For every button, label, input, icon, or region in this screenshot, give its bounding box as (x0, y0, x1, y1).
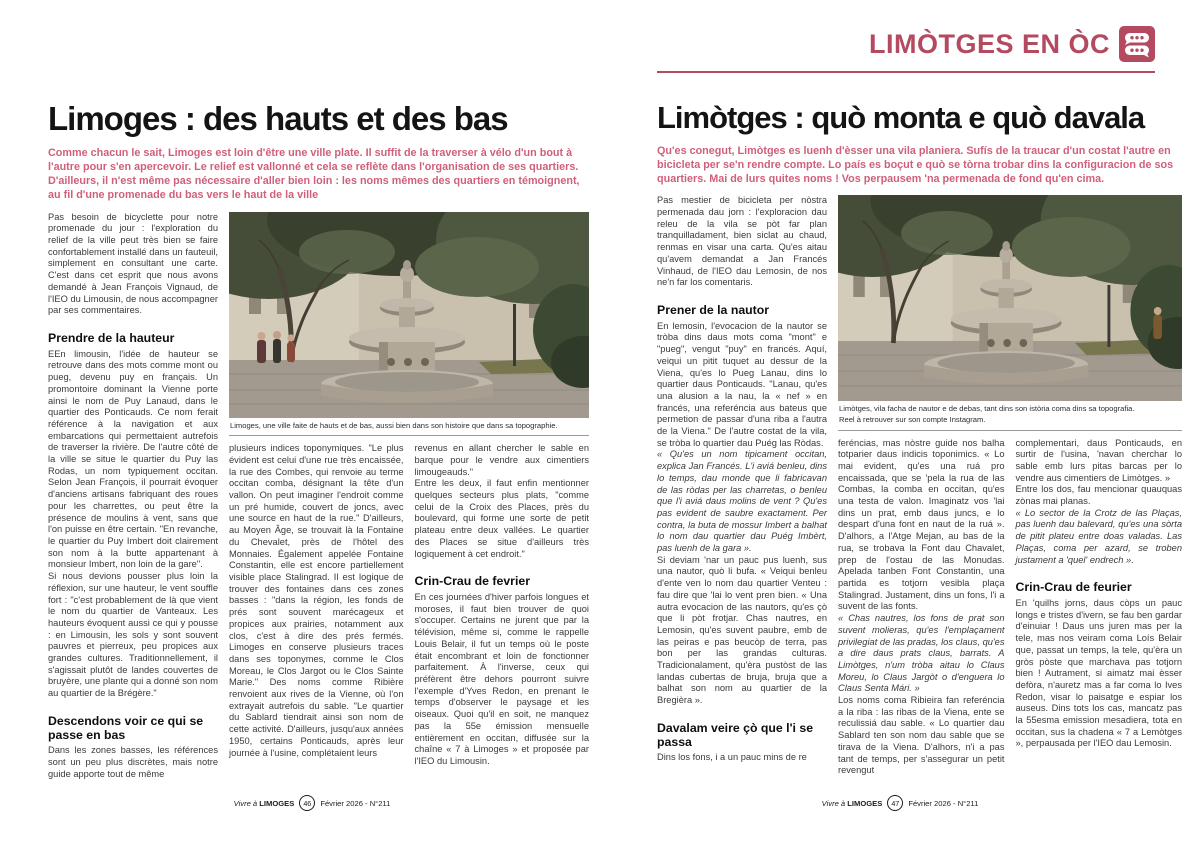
body-paragraph: Pas mestier de bicicleta per nòstra permenada dau jorn : l'exploracion dau releu de la vila se pòt far plan tranquilladament, bien siclat au chaud, renmas en visar una carta. Qu'es aitau qu'avem demandat a Jan Francés Vinhaud, de l'IEO dau Lemosin, de nos ne'n far los comentaris. (657, 195, 827, 288)
body-paragraph: Si nous devions pousser plus loin la réflexion, sur une hauteur, le vent souffle fort : "c'est probablement de là que vient le nom du quartier de Vanteaux. Les hauteurs évoquent aussi ce qui y pousse : en Limousin, les sols y sont souvent pauvres et pierreux, peu propices aux grandes cultures. Traditionnellement, il s'agissait plutôt de landes couvertes de bruyère, une plante qui a donné son nom au quartier de la Brégère." (48, 571, 218, 699)
body-paragraph: complementari, daus Ponticauds, en surtir de l'usina, 'navan cherchar lo sable emb lurs pitas barcas per lo vendre aus cimentiers de Limòtges. » (1015, 437, 1182, 483)
body-paragraph: Si deviam 'nar un pauc pus luenh, sus una nautor, quò li bufa. « Veiqui benleu d'ente ven lo nom dau quartier Venteu : fau dire que 'lai lo vent pren bien. « Una autra evocacion de las nautors, qu'es çò que li pòt frotjar. Chas nautres, en Lemosin, qu'es suvent paubre, emb de las peiras e pas beucòp de terra, pas bon per las grandas culturas. Tradicionalament, qu'èra pustòst de las landas cubertas de bruja, bruja que a balhat son nom au quartier de la Bregièra ». (657, 554, 827, 706)
photo-caption-line2: Reel à retrouver sur son compte Instagram. (839, 414, 986, 424)
body-paragraph: EEn limousin, l'idée de hauteur se retrouve dans des mots comme mont ou pueg, devenu puy en français. Un promontoire dominant la Vienne porte ainsi le nom de Puy Lanaud, dans le quartier des Ponticauds. Ce nom ferait référence à la navigation et aux embarcations qui permettaient autrefois de traverser la rivière. De l'autre côté de la ville se situe le quartier du Puy las Rodas, un nom typiquement occitan. Selon Jean François, il pourrait évoquer d'anciens artisans fabriquant des roues pour les charrettes, ou peut être la présence de moulins à vent, sans que l'on puisse en être certain. "En revanche, le quartier du Puy Imbert doit clairement son nom à la butte appartenant à monsieur Imbert, non loin de la gare". (48, 348, 218, 570)
column-1 (657, 195, 827, 777)
magazine-section-header (657, 26, 1155, 62)
footer-left (212, 795, 412, 811)
chat-bubbles-icon (1119, 26, 1155, 62)
article-intro-occitan: Qu'es conegut, Limòtges es luenh d'èsser una vila planiera. Sufís de la traucar d'un costat l'autre en bicicleta per se'n rendre compte. Lo país es boçut e quò se tòrna trobar dins la configuracion de sos quartiers. Mai de lurs quites noms ! Vos perpausem 'na permenada de fond qu'en cima. (657, 144, 1174, 186)
section-subhead: Prendre de la hauteur (48, 330, 175, 345)
column-2 (229, 443, 404, 767)
section-subhead: Crin-Crau de fevrier (414, 574, 530, 589)
article-title-french: Limoges : des hauts et des bas (48, 100, 508, 137)
column-3 (1016, 438, 1183, 777)
fountain-photo (229, 212, 589, 418)
page-right (657, 102, 1182, 777)
body-paragraph: feréncias, mas nòstre guide nos balha totparier daus indicis toponimics. « Lo mai evident, qu'es una ruá pro encaissada, que se 'pela la rua de las Combas, la comba en occitan, qu'es una testa de valon. Imaginatz vos 'lai dins un prat, emb daus juncs, e lo despart d'una font en naut de la ruá ». D'alhors, a l'Atge Mejan, au bas de la rua, se trobava la Font dau Chavalet, prep de l'ostau de las Monudas. Apelada tanben Font Constantin, una partida es totjorn vesibla plaça Stalingrad. Justament, dins un fons, l'i a suvent de las fonts. (838, 437, 1005, 612)
magazine-name: Vivre à LIMOGES (233, 798, 295, 808)
photo-caption (838, 401, 1182, 430)
issue-date: Février 2026 - N°211 (908, 798, 979, 808)
body-paragraph: Dans les zones basses, les références sont un peu plus discrètes, mais notre guide apporte tout de même (48, 745, 218, 779)
article-title-occitan: Limòtges : quò monta e quò davala (657, 100, 1145, 135)
body-paragraph: Entre les deux, il faut enfin mentionner quelques secteurs plus plats, "comme celui de la Croix des Places, près du boulevard, qui forme une sorte de petit plateau entre deux vallées. Le quartier des Places se situe d'ailleurs très logiquement à cet endroit." (414, 478, 589, 559)
body-paragraph: Los noms coma Ribieira fan referéncia a la riba : las ribas de la Viena, ente se reculissiá dau sable. « Lo quartier dau Sablard ten son nom dau sable que se tirava de la Viena. D'alhors, n'i a pas tant de temps, per s'assegurar un petit revengut (838, 695, 1005, 776)
magazine-name: Vivre à LIMOGES (821, 798, 883, 808)
photo-caption: Limoges, une ville faite de hauts et de bas, aussi bien dans son histoire que dans sa topographie. (229, 418, 589, 437)
page-number-badge: 47 (887, 795, 903, 811)
body-paragraph: « Chas nautres, los fons de prat son suvent molieras, qu'es l'emplaçament privilegiat de las pradas, los claus, qu'es a dire daus prats claus, barrats. A Limòtges, n'um tròba aitau lo Claus Moreu, lo Claus Jargòt o d'enguera lo Claus Senta Mári. » (838, 613, 1005, 694)
body-paragraph: En lemosin, l'evocacion de la nautor se tròba dins daus mots coma "mont" e "pueg", vengut "puy" en francés. Aquí, veiqui un pitit tuquet au dessur de la Viena, qu'es lo Pueg Lanau, dins lo quartier daus Ponticauds. "Lanau, qu'es una alusion a la nau, la « nef » en francés, una referéncia aus bateus que permetion de passar d'una riba a l'autra de la Viena." De l'autre costat de la vila, se tròba lo quartier dau Puég las Ròdas. (657, 320, 827, 448)
body-paragraph: En 'quilhs jorns, daus còps un pauc longs e tristes d'ivern, se fau ben gardar d'einuiar ! Daus uns juren mas per la tele, mas nos veiram coma Loís Belair que, passat un temps, la tele, qu'èra un gròs pòste que marchava pas totjorn bien ! Autrament, si aimatz mai èsser defòra, n'auretz mas a far coma lo Ives Redon, visar lo paisatge e espiar los auseus. Dins tots los cas, mancatz pas la 55esma emission mesadiera, tota en occitan, sus la chadena « 7 a Lemòtges », perpausada per l'IEO dau Lemosin. (1015, 598, 1182, 749)
body-paragraph: En ces journées d'hiver parfois longues et moroses, il faut bien trouver de quoi s'occuper. Certains ne jurent que par la télévision, même si, comme le rappelle Louis Belair, il fut un temps où le poste était encombrant et loin de fonctionner parfaitement. À l'inverse, ceux qui préfèrent être dehors pourront suivre l'exemple d'Yves Redon, en prenant le temps d'observer le paysage et les oiseaux. Quoi qu'il en soit, ne manquez pas la 55e émission mensuelle entièrement en occitan, diffusée sur la chaîne « 7 à Limoges » et proposée par l'IEO du Limousin. (414, 592, 589, 766)
page-number-badge: 46 (299, 795, 315, 811)
fountain-photo (838, 195, 1182, 401)
page-left (48, 102, 589, 780)
body-paragraph: revenus en allant chercher le sable en barque pour le vendre aux cimentiers limougeauds." (414, 443, 589, 477)
article-intro-french: Comme chacun le sait, Limoges est loin d'être une ville plate. Il suffit de la traverser à vélo d'un bout à l'autre pour s'en apercevoir. Le relief est vallonné et cela se reflète dans l'organisation de ses quartiers. D'ailleurs, il n'est même pas nécessaire d'aller bien loin : les noms mêmes des quartiers en témoignent, au fil d'une promenade du bas vers le haut de la ville (48, 146, 580, 202)
header-rule (657, 71, 1155, 73)
body-paragraph: Entre los dos, fau mencionar quauquas zònas mai planas. (1015, 484, 1182, 507)
column-2 (838, 438, 1005, 777)
section-subhead: Descendons voir ce qui se passe en bas (48, 713, 204, 742)
section-subhead: Davalam veire çò que l'i se passa (657, 720, 814, 749)
footer-right (800, 795, 1000, 811)
fountain-photo-illustration (229, 212, 589, 418)
section-title: LIMÒTGES EN ÒC (868, 28, 1110, 59)
column-1 (48, 212, 218, 781)
body-paragraph: « Lo sector de la Crotz de las Plaças, pas luenh dau balevard, qu'es una sòrta de pitit plateu entre doas valadas. Las Plaças, coma per azard, se troben justament a 'quel' endrech ». (1015, 507, 1182, 565)
section-subhead: Crin-Crau de feurier (1015, 580, 1132, 595)
section-subhead: Prener de la nautor (657, 302, 770, 317)
fountain-photo-illustration (838, 195, 1182, 401)
body-paragraph: Pas besoin de bicyclette pour notre promenade du jour : l'exploration du relief de la ville peut très bien se faire confortablement installé dans un fauteuil, simplement en consultant une carte. C'est dans cet esprit que nous avons demandé à Jean François Vignaud, de l'IEO du Limousin, de nous accompagner par ses commentaires. (48, 211, 218, 316)
body-paragraph: plusieurs indices toponymiques. "Le plus évident est celui d'une rue très encaissée, la rue des Combes, qui renvoie au terme occitan comba, désignant la tête d'un vallon. On peut imaginer l'endroit comme un pré humide, couvert de joncs, avec une source en haut de la rue." D'ailleurs, au Moyen Âge, se trouvait là la Fontaine du Chevalet, près de l'hôtel des Monnaies. Également appelée Fontaine Constantin, elle est encore partiellement visible place Stalingrad. Il est logique de trouver des fontaines dans ces zones basses : "dans la région, les fonds de prés sont souvent marécageux et propices aux prairies, notamment aux clos, c'est à dire des prés fermés. Limoges en conserve plusieurs traces dans ses toponymes, comme le Clos Moreau, le Clos Jargot ou le Clos Sainte Marie." Des noms comme Ribière renvoient aux rives de la Vienne, où l'on extrayait autrefois du sable. "Le quartier du Sablard tiendrait ainsi son nom de cette activité. D'ailleurs, jusqu'aux années 1950, certains Ponticauds, après leur journée à l'usine, complétaient leurs (229, 443, 404, 758)
body-paragraph: Dins los fons, i a un pauc mins de re (657, 752, 807, 763)
photo-caption-line1: Limòtges, vila facha de nautor e de debas, tant dins son istòria coma dins sa topografia. (839, 404, 1135, 414)
issue-date: Février 2026 - N°211 (320, 798, 391, 808)
body-paragraph: « Qu'es un nom tipicament occitan, explica Jan Francés. L'i aviá benleu, dins lo temps, dau monde que li fabricavan de las ròdas per las charretas, o benleu que l'i aviá daus molins de vent ? Qu'es pas evident de saubre exactament. Per contra, la buta de mossur Imbert a balhat lo nom dau quartier dau Puég Imbèrt, pas luenh de la gara ». (657, 449, 827, 554)
column-3 (415, 443, 590, 767)
